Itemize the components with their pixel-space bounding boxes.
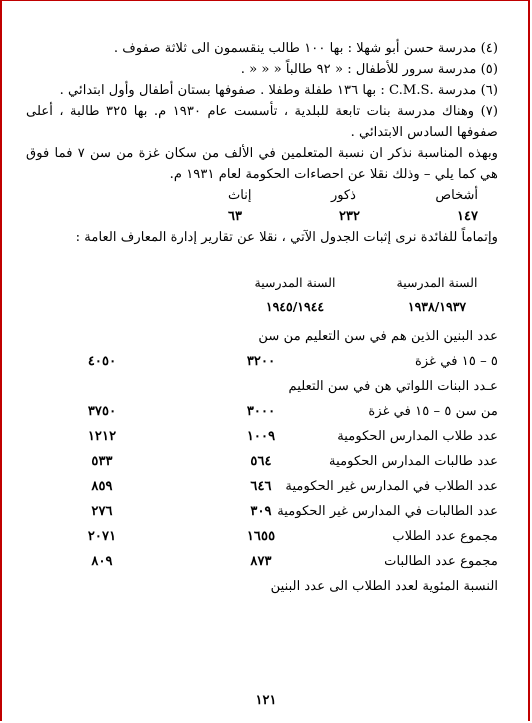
literacy-value-females: ٦٣ [228,209,242,224]
row-value-1937: ٦٤٦ [250,479,272,494]
row-label: عدد الطالبات في المدارس غير الحكومية [277,504,498,519]
row-value-1937: ٥٦٤ [250,454,272,469]
table-header [26,272,498,324]
paragraph-school-7: (٧) وهناك مدرسة بنات تابعة للبلدية ، تأسست عام ١٩٣٠ م. بها ٣٢٥ طالبة ، أعلى صفوفها السادس الابتدائي . [26,104,499,140]
row-value-1937: ١٠٠٩ [246,429,276,444]
row-value-1937: ٣٠٠٠ [246,404,276,419]
row-value-1944: ٨٠٩ [91,554,113,569]
row-value-1944: ٨٥٩ [91,479,113,494]
row-value-1944: ٢٠٧١ [87,529,117,544]
paragraph-school-4: (٤) مدرسة حسن أبو شهلا : بها ١٠٠ طالب ينقسمون الى ثلاثة صفوف . [113,41,498,56]
table-body [26,324,498,599]
literacy-header-males: ذكور [330,188,356,203]
table-row [26,574,498,599]
row-label: عدد طلاب المدارس الحكومية [337,429,498,444]
table-row [26,424,498,449]
row-value-1937: ١٦٥٥ [246,529,276,544]
table-row [26,399,498,424]
paragraph-literacy-intro: وبهذه المناسبة نذكر ان نسبة المتعلمين في الألف من سكان غزة من سن ٧ فما فوق هي كما يلي – وذلك نقلا عن احصاءات الحكومة لعام ١٩٣١ م. [26,146,498,182]
table-row [26,349,498,374]
row-label: من سن ٥ – ١٥ في غزة [368,404,498,419]
table-row [26,324,498,349]
row-label: عـدد البنات اللواتي هن في سن التعليم [288,379,498,394]
paragraph-school-5: (٥) مدرسة سرور للأطفال : « ٩٢ طالباً « « « . [240,62,498,77]
literacy-values [228,206,478,227]
col2-header: السنة المدرسية [254,275,336,290]
row-value-1944: ٣٧٥٠ [87,404,117,419]
row-value-1937: ٣٢٠٠ [246,354,276,369]
row-label: عدد الطلاب في المدارس غير الحكومية [285,479,498,494]
literacy-value-persons: ١٤٧ [457,209,478,224]
row-value-1944: ١٢١٢ [87,429,117,444]
row-value-1944: ٢٧٦ [91,504,113,519]
table-row [26,524,498,549]
row-label: النسبة المئوية لعدد الطلاب الى عدد البنين [270,579,498,594]
row-value-1937: ٣٠٩ [250,504,272,519]
document-page [26,38,498,599]
literacy-value-males: ٢٣٢ [339,209,360,224]
row-value-1937: ٨٧٣ [250,554,272,569]
page-number: ١٢١ [255,693,277,708]
literacy-headers [228,185,478,206]
col1-year: ١٩٣٨/١٩٣٧ [407,299,467,314]
row-value-1944: ٤٠٥٠ [87,354,117,369]
row-label: مجموع عدد الطلاب [392,529,498,544]
table-intro: وإتماماً للفائدة نرى إثبات الجدول الآتي ، نقلا عن تقارير إدارة المعارف العامة : [75,230,498,245]
row-label: عدد البنين الذين هم في سن التعليم من سن [258,329,498,344]
row-value-1944: ٥٣٣ [91,454,113,469]
table-row [26,449,498,474]
literacy-header-persons: أشخاص [435,188,478,203]
col2-year: ١٩٤٥/١٩٤٤ [265,299,325,314]
literacy-header-females: إناث [228,188,252,203]
table-row [26,474,498,499]
col1-header: السنة المدرسية [396,275,478,290]
row-label: مجموع عدد الطالبات [384,554,498,569]
table-row [26,549,498,574]
paragraph-school-6: (٦) مدرسة .C.M.S : بها ١٣٦ طفلة وطفلا . صفوفها بستان أطفال وأول ابتدائي . [59,83,498,98]
row-label: عدد طالبات المدارس الحكومية [329,454,498,469]
table-row [26,374,498,399]
row-label: ٥ – ١٥ في غزة [414,354,498,369]
table-row [26,499,498,524]
